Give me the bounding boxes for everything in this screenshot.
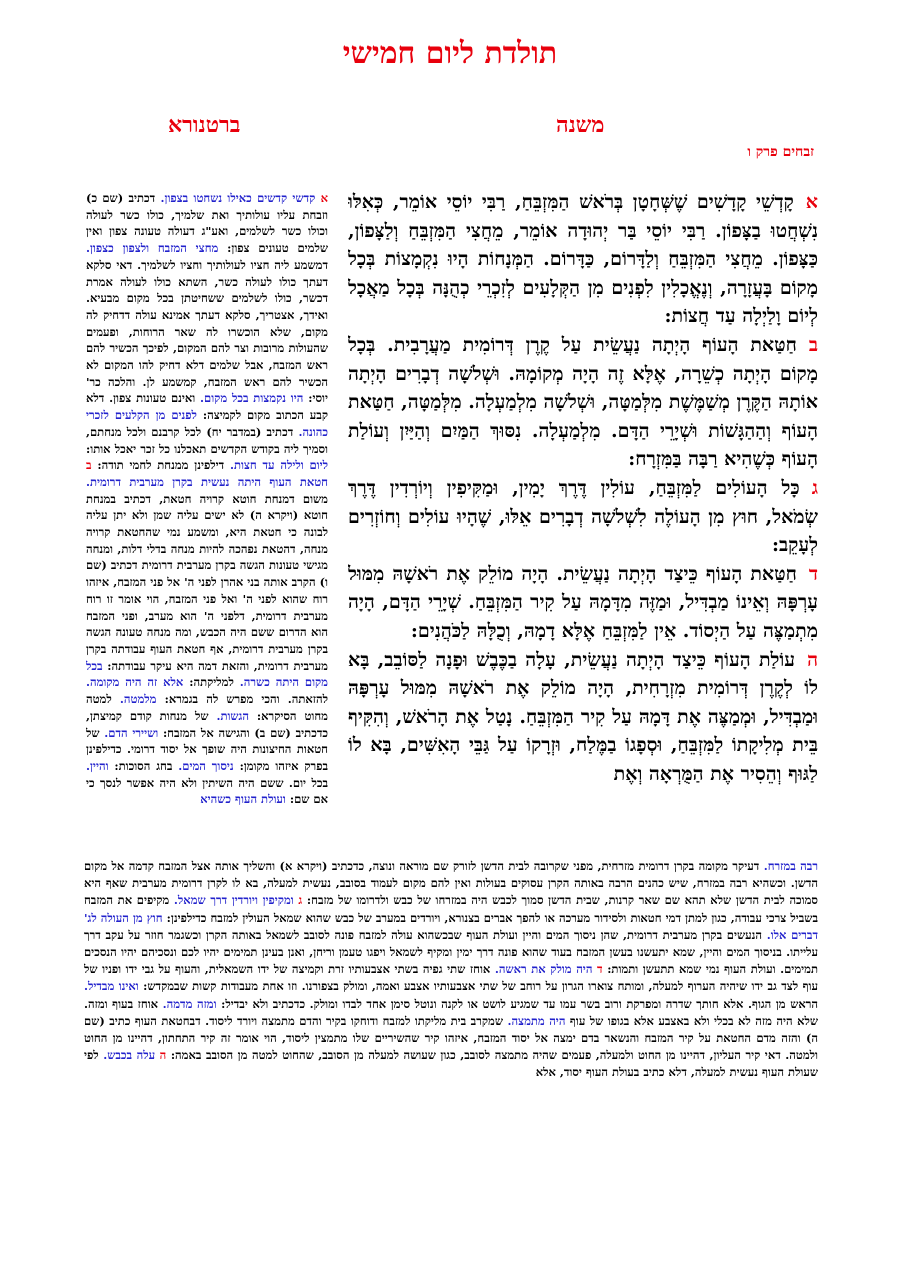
commentary-text: בחג הסוכות: [114,758,173,773]
dibbur-hamatchil: בכל מקום היתה כשרה. [86,658,328,690]
commentary-text: למטה מחוט הסיקרא: [86,692,328,723]
dibbur-hamatchil: מחצי המזבח ולצפון כצפון. [86,241,219,256]
mishna-segment [348,646,818,789]
commentary-text: אוחז שתי גפיה בשתי אצבעותיו זרת וקמיצה של ידו השמאלית, והעוף על גבי ידו ופניו של עוף לצד גב ידו שיהיה הערוף למעלה, ומותח צוארו הגרון על רוחב של שתי אצבעותיו אצבע ואמה, ומולק בצפורנו. וזו אחת מעבודות קשות שבמקדש: [84,962,818,994]
mishna-segment-letter: ד [808,562,818,585]
dibbur-hamatchil: ומקיפין ויורדין דרך שמאל. [173,893,294,908]
dibbur-hamatchil: מלמטה. [119,692,157,707]
mishna-segment [348,188,818,331]
commentary-text: לפי שעולת העוף נעשית למעלה, דלא כתיב בעולת העוף יסוד, אלא [84,1048,818,1080]
commentary-letter: ד [592,962,603,977]
commentary-letter: ה [155,1048,167,1063]
chapter-label: זבחים פרק ו [747,144,814,160]
commentary-text: משום דמנחת חוטא קרויה חטאת, דכתיב במנחת חוטא (ויקרא ה) לא ישים עליה שמן ולא יתן עליה לבונה כי חטאת היא, ומשמע נמי שהחטאת קרויה מנחה, דהטאת נפהכה להיות מנחה בדלי דלות, ומנחה מגישי טעונות הגשה בקרן מערבית דרומית דכתיב (שם ו) הקרב אותה בני אהרן לפני ה' אל פני המזבח, איזהו רוח שהוא לפני ה' ואל פני המזבח, הוי אומר זו רוח מערבית דרומית, דלפני ה' הוא מערב, ופני המזבח הוא הדרום ששם היה הכבש, ומה מנחה טעונה הגשה בקרן מערבית דרומית, אף חטאת העוף עבודתה בקרן מערבית דרומית, והזאת דמה היא עיקר עבודתה: [86,491,328,673]
commentary-letter: ג [293,893,303,908]
commentary-letter: א [315,191,328,205]
dibbur-hamatchil: ועולת העוף כשהיא [200,792,286,807]
dibbur-hamatchil: רבה במזרח. [763,859,818,873]
mishna-segment-text: כָּל הָעוֹלִים לַמִּזְבֵּחַ, עוֹלִין דֶּרֶךְ יָמִין, וּמַקִּיפִין וְיוֹרְדִין דֶּרֶךְ שְׂמֹאל, חוּץ מִן הָעוֹלֶה לִשְׁלשָׁה דְבָרִים אֵלּוּ, שֶׁהָיוּ עוֹלִים וְחוֹזְרִים לְעָקֵב: [348,476,818,557]
commentary-text: אוחז בעוף ומזה. שלא היה מזה לא בכלי ולא באצבע אלא בגופו של עוף [84,996,818,1028]
mishna-segment [348,331,818,474]
dibbur-hamatchil: היה מתמצה. [507,1013,566,1028]
commentary-text: ואינם טעונות צפון. דלא קבע הכתוב מקום לקמיצה: [86,391,328,423]
bartenura-column [86,190,328,858]
dibbur-hamatchil: ואינו מבדיל. [84,979,139,994]
mishna-segment [348,474,818,560]
mishna-segment-text: חַטַּאת הָעוֹף הָיְתָה נַעֲשֵׂית עַל קֶרֶן דְּרוֹמִית מַעֲרָבִית. בְּכָל מָקוֹם הָיְתָה כְשֵׁרָה, אֶלָּא זֶה הָיָה מְקוֹמָהּ. וּשְׁלשָׁה דְבָרִים הָיְתָה אוֹתָהּ הַקֶּרֶן מְשַׁמֶּשֶׁת מִלְּמַטָּה, וּשְׁלשָׁה מִלְמַעְלָה. מִלְּמַטָּה, חַטַּאת הָעוֹף וְהַהַגָּשׁוֹת וּשְׁיָרֵי הַדָּם. מִלְמַעְלָה. נִסּוּךְ הַמַּיִם וְהַיַּיִן וְעוֹלַת הָעוֹף כְּשֶׁהִיא רַבָּה בַּמִּזְרָח: [348,333,818,471]
dibbur-hamatchil: עלה בכבש. [103,1048,156,1063]
commentary-text: דילפינן ממנחת לחמי תודה: [97,458,225,473]
commentary-text: דמשמע ליה חציו לעולותיך וחציו לשלמיך. דאי סלקא דעתך כולו לעולה כשר, השתא כולו לעולה אמרת דכשר, כולו לשלמים ששחיטתן בכל מקום מבעיא. ואידך, אצטריך, סלקא דעתך אמינא עולה דדחיק לה מקום, שלא הוכשרו לה שאר הרוחות, ופעמים שהעולות מרובות וצר להם המקום, לפיכך הכשיר להם ראש המזבח, אבל שלמים דלא דחיק להו המקום לא הכשיר להם ראש המזבח, קמשמע לן. והלכה כר' יוסי: [86,257,328,406]
dibbur-hamatchil: חטאת העוף היתה נעשית בקרן מערבית דרומית. [86,474,328,489]
mishna-segment [348,560,818,646]
commentary-text: דכתיב (שם כ) וזבחת עליו עולותיך ואת שלמיך, כולו כשר לעולה וכולו כשר לשלמים, ואע"ג דעולה טעונה צפון ואין שלמים טעונים צפון: [86,191,328,256]
bartenura-full-width [84,858,818,1268]
commentary-text: דכתיב (במדבר יח) לכל קרבנם ולכל מנחתם, וסמיך ליה בקודש הקדשים תאכלנו כל זכר יאכל אותו: [86,424,328,456]
commentary-text: של חטאות החיצונות היה שופך אל יסוד דרומי. כדילפינן בפרק איזהו מקומן: [86,725,328,773]
mishna-segment-letter: א [805,191,818,213]
commentary-text: הנעשים בקרן מערבית דרומית, שהן ניסוך המים והיין ועולת העוף שבכשהוא עולה למזבח פונה לסובב לשמאל באותה הקרן וכשגמר חוזר על עקב דרך עלייתו. בניסוך המים והיין, שמא יתעשנו בעשן המזבח בעוד שהוא פונה דרך ימין ומקיף לשמאל ויפגו טעמן וריחן, ואנן בעינן תמימים יהיו לכם ונסכיהם יהיו הנסכים תמימים. ועולת העוף נמי שמא תתעשן ותמות: [84,927,818,977]
commentary-text: מקיפים את המזבח בשביל צרכי עבודה, כגון למתן דמי חטאות ולסידור מערכה או להפך אברים בצנורא, ויורדים במערב של כבש שהוא שמאל העולין למזבח כדילפינן: [84,893,818,925]
dibbur-hamatchil: והיין. [86,758,109,773]
dibbur-hamatchil: ליום ולילה עד חצות. [229,458,328,473]
dibbur-hamatchil: ושיירי הדם. [104,725,159,740]
mishna-segment-text: חַטַּאת הָעוֹף כֵּיצַד הָיְתָה נַעֲשֵׂית. הָיָה מוֹלֵק אֶת רֹאשָׁהּ מִמּוּל עָרְפָּהּ וְאֵינוֹ מַבְדִּיל, וּמַזֶּה מִדָּמָהּ עַל קִיר הַמִּזְבֵּחַ. שְׁיָרֵי הַדָּם, הָיָה מִתְמַצֶּה עַל הַיְסוֹד. אֵין לַמִּזְבֵּחַ אֶלָּא דָמָהּ, וְכֻלָּהּ לַכֹּהֲנִים: [348,562,818,642]
commentary-text: להזאתה. והכי מפרש לה בגמרא: [164,692,328,707]
mishna-segment-letter: ב [808,333,818,356]
commentary-letter: ב [86,458,92,473]
commentary-text: בכל יום. ששם היה השיתין ולא היה אפשר לנסך כי אם שם: [86,775,328,807]
mishna-segment-letter: ה [807,648,818,671]
dibbur-hamatchil: חוץ מן העולה לג' דברים אלו. [84,910,818,942]
commentary-text: הראש מן הגוף. אלא חותך שדרה ומפרקת ורוב בשר עמו עד שמגיע לושט או לקנה ונוטל סימן אחד לבדו ומולק. כדכתיב ולא יבדיל: [221,996,818,1011]
dibbur-hamatchil: הגשות. [216,708,249,723]
mishna-column-heading: משנה [556,112,605,138]
commentary-text: דעיקר מקומה בקרן דרומית מזרחית, מפני שקרובה לבית הדשן לזורק שם מוראה ונוצה, כדכתיב (ויקרא א) והשליך אותה אצל המזבח קדמה אל מקום הדשן. וכשהיא רבה במזרח, שיש כהנים הרבה באותה הקרן עסוקים בעולות ואין להם מקום לעמוד בסובב, נעשית למעלה, בא לו לקרן דרומית מערבית שאף היא סמוכה לבית הדשן שלא תהא שם שאר קרנות, שבית הדשן סמוך לכבש היה במזרחו של כבש ולדרומו של מזבח: [84,859,818,908]
dibbur-hamatchil: אלא זה היה מקומה. [86,675,184,690]
dibbur-hamatchil: היה מולק את ראשה. [494,962,593,977]
mishna-segment-letter: ג [811,476,818,499]
mishna-segment-text: קָדְשֵׁי קָדָשִׁים שֶׁשְּׁחָטָן בְּרֹאשׁ הַמִּזְבֵּחַ, רַבִּי יוֹסֵי אוֹמֵר, כְּאִלּוּ נִשְׁחֲטוּ בַצָּפוֹן. רַבִּי יוֹסֵי בַּר יְהוּדָה אוֹמֵר, מֵחֲצִי הַמִּזְבֵּחַ וְלַצָּפוֹן, כַּצָּפוֹן. מֵחֲצִי הַמִּזְבֵּחַ וְלַדָּרוֹם, כַּדָּרוֹם. הַמְּנָחוֹת הָיוּ נִקְמָצוֹת בְּכָל מָקוֹם בָּעֲזָרָה, וְנֶאֱכָלִין לִפְנִים מִן הַקְּלָעִים לְזִכְרֵי כְהֻנָּה בְּכָל מַאֲכָל לְיוֹם וָלַיְלָה עַד חֲצוֹת: [348,191,818,328]
bartenura-column-heading: ברטנורא [168,112,241,138]
dibbur-hamatchil: היו נקמצות בכל מקום. [200,391,304,406]
dibbur-hamatchil: ניסוך המים. [178,758,234,773]
commentary-text: של מנחות קודם קמיצתן, כדכתיב (שם ב) והגישה אל המזבח: [86,708,328,740]
dibbur-hamatchil: לפנים מן הקלעים לזכרי כהונה. [86,408,328,439]
dibbur-hamatchil: קדשי קדשים כאילו נשחטו בצפון. [160,191,316,205]
mishna-segment-text: עוֹלַת הָעוֹף כֵּיצַד הָיְתָה נַעֲשֵׂית, עָלָה בַכֶּבֶשׁ וּפָנָה לַסּוֹבֵב, בָּא לוֹ לְקֶרֶן דְּרוֹמִית מִזְרָחִית, הָיָה מוֹלֵק אֶת רֹאשָׁהּ מִמּוּל עָרְפָּהּ וּמַבְדִּיל, וּמְמַצֶּה אֶת דָּמָהּ עַל קִיר הַמִּזְבֵּחַ. נָטַל אֶת הָרֹאשׁ, וְהִקִּיף בֵּית מְלִיקָתוֹ לַמִּזְבֵּחַ, וּסְפָגוֹ בַמֶּלַח, וּזְרָקוֹ עַל גַּבֵּי הָאִשִּׁים, בָּא לוֹ לַגּוּף וְהֵסִיר אֶת הַמֻּרְאָה וְאֶת [348,648,818,785]
commentary-text: שמקרב בית מליקתו למזבח ודוחקו בקיר והדם מתמצה ויורד ליסוד. דבחטאת העוף כתיב (שם ה) והזה מדם החטאת על קיר המזבח והנשאר בדם ימצה אל יסוד המזבח, איזהו קיר שהשיריים שלו מתמצין ליסוד, הוי אומר זה קיר התחתון, דהיינו מן החוט ולמטה. דאי קיר העליון, דהיינו מן החוט ולמעלה, פעמים שהיה מתמצה לסובב, כגון שעושה למעלה מן הסובב, שהחוט למטה מן הסובב באמה: [84,1013,818,1063]
page-title: תולדת ליום חמישי [342,36,558,71]
dibbur-hamatchil: ומזה מדמה. [162,996,217,1011]
mishna-text [348,188,818,856]
commentary-text: למליקתה: [189,675,234,690]
